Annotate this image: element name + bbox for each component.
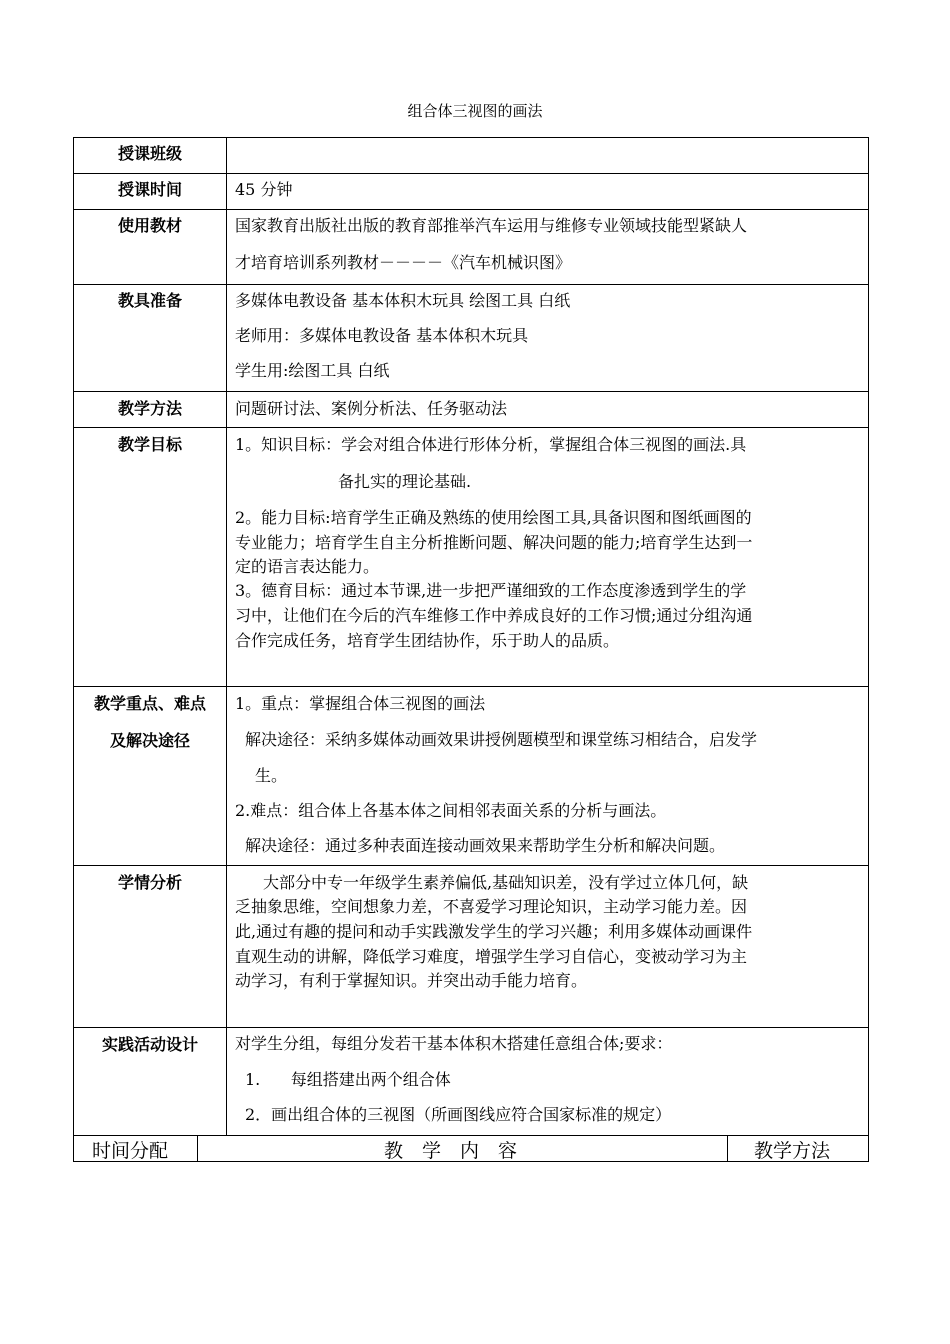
footer-divider xyxy=(727,1135,728,1162)
activity-line: 1. 每组搭建出两个组合体 xyxy=(245,1070,451,1089)
activity-line: 对学生分组，每组分发若干基本体积木搭建任意组合体;要求： xyxy=(235,1034,673,1053)
textbook-line: 才培育培训系列教材－－－－《汽车机械识图》 xyxy=(235,253,572,272)
row-divider xyxy=(73,284,869,285)
method-value: 问题研讨法、案例分析法、任务驱动法 xyxy=(235,399,508,418)
row-divider xyxy=(73,427,869,428)
column-divider xyxy=(226,137,227,1135)
goals-line: 习中，让他们在今后的汽车维修工作中养成良好的工作习惯;通过分组沟通 xyxy=(235,606,753,625)
keypoints-line: 1。重点：掌握组合体三视图的画法 xyxy=(235,694,486,713)
row-divider xyxy=(73,209,869,210)
keypoints-line: 解决途径：采纳多媒体动画效果讲授例题模型和课堂练习相结合，启发学 xyxy=(245,730,758,749)
goals-line: 1。知识目标：学会对组合体进行形体分析，掌握组合体三视图的画法.具 xyxy=(235,435,747,454)
footer-teaching-method: 教学方法 xyxy=(754,1140,831,1162)
time-value: 45 分钟 xyxy=(235,180,293,199)
row-divider xyxy=(73,1027,869,1028)
row-divider xyxy=(73,865,869,866)
row-label-keypoints-2: 及解决途径 xyxy=(109,731,190,750)
row-label-goals: 教学目标 xyxy=(117,435,182,454)
table-border-top xyxy=(73,137,869,138)
row-label-keypoints: 教学重点、难点 xyxy=(93,694,206,713)
row-label-activity: 实践活动设计 xyxy=(101,1035,198,1054)
row-label-time: 授课时间 xyxy=(117,180,182,199)
footer-teaching-content: 教 学 内 容 xyxy=(384,1140,518,1162)
table-border-right xyxy=(868,137,869,1162)
goals-line: 合作完成任务，培育学生团结协作，乐于助人的品质。 xyxy=(235,631,620,650)
keypoints-line: 2.难点：组合体上各基本体之间相邻表面关系的分析与画法。 xyxy=(235,801,667,820)
row-label-analysis: 学情分析 xyxy=(117,873,182,892)
tools-line: 老师用：多媒体电教设备 基本体积木玩具 xyxy=(235,326,529,345)
row-divider xyxy=(73,391,869,392)
goals-line: 备扎实的理论基础. xyxy=(338,472,472,491)
row-label-textbook: 使用教材 xyxy=(117,216,182,235)
textbook-line: 国家教育出版社出版的教育部推举汽车运用与维修专业领域技能型紧缺人 xyxy=(235,216,748,235)
footer-time-allocation: 时间分配 xyxy=(92,1140,169,1162)
goals-line: 2。能力目标:培育学生正确及熟练的使用绘图工具,具备识图和图纸画图的 xyxy=(235,508,752,527)
row-label-tools: 教具准备 xyxy=(117,291,182,310)
goals-line: 专业能力；培育学生自主分析推断问题、解决问题的能力;培育学生达到一 xyxy=(235,533,753,552)
analysis-line: 乏抽象思维，空间想象力差，不喜爱学习理论知识，主动学习能力差。因 xyxy=(235,897,748,916)
keypoints-line: 解决途径：通过多种表面连接动画效果来帮助学生分析和解决问题。 xyxy=(245,836,726,855)
tools-line: 多媒体电教设备 基本体积木玩具 绘图工具 白纸 xyxy=(235,291,571,310)
tools-line: 学生用:绘图工具 白纸 xyxy=(235,361,390,380)
page-title: 组合体三视图的画法 xyxy=(407,102,543,120)
footer-divider xyxy=(197,1135,198,1162)
analysis-line: 动学习，有利于掌握知识。并突出动手能力培育。 xyxy=(235,971,588,990)
row-label-method: 教学方法 xyxy=(117,399,182,418)
row-divider xyxy=(73,173,869,174)
analysis-line: 大部分中专一年级学生素养偏低,基础知识差，没有学过立体几何，缺 xyxy=(263,873,749,892)
analysis-line: 直观生动的讲解，降低学习难度，增强学生学习自信心，变被动学习为主 xyxy=(235,947,748,966)
goals-line: 3。德育目标：通过本节课,进一步把严谨细致的工作态度渗透到学生的学 xyxy=(235,581,747,600)
analysis-line: 此,通过有趣的提问和动手实践激发学生的学习兴趣；利用多媒体动画课件 xyxy=(235,922,753,941)
row-label-class: 授课班级 xyxy=(117,144,182,163)
row-divider xyxy=(73,686,869,687)
keypoints-line: 生。 xyxy=(255,766,288,785)
goals-line: 定的语言表达能力。 xyxy=(235,557,380,576)
activity-line: 2．画出组合体的三视图（所画图线应符合国家标准的规定） xyxy=(245,1105,672,1124)
